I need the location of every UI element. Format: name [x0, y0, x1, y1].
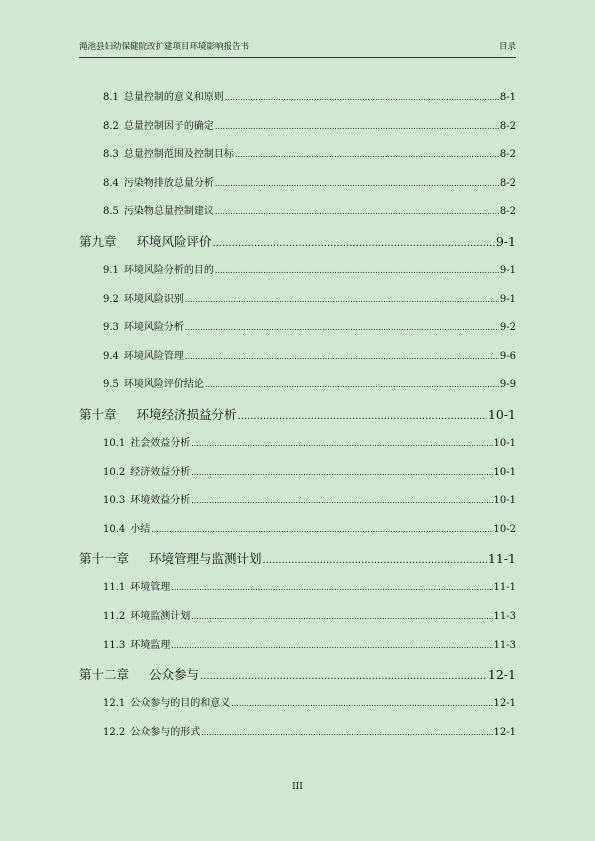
toc-entry-number: 10.3	[103, 495, 126, 507]
toc-dot-leader	[191, 603, 492, 632]
toc-entry-page: 10-1	[493, 437, 516, 449]
toc-entry-page: 9-6	[499, 350, 516, 362]
toc-entry-number: 9.4	[103, 350, 119, 362]
toc-section-entry[interactable]	[79, 286, 516, 315]
toc-entry-page: 9-1	[499, 293, 516, 305]
toc-entry-title: 环境风险评价结论	[123, 379, 204, 391]
toc-entry-title: 社会效益分析	[130, 437, 191, 449]
toc-entry-page: 10-2	[493, 523, 516, 535]
toc-dot-leader	[225, 84, 499, 113]
toc-section-entry[interactable]	[79, 141, 516, 170]
toc-entry-title: 环境风险分析	[123, 322, 184, 334]
toc-chapter-entry[interactable]	[79, 227, 516, 257]
toc-entry-number: 12.1	[103, 698, 126, 710]
toc-entry-number: 9.1	[103, 264, 119, 276]
toc-entry-page: 12-1	[493, 726, 516, 738]
toc-entry-title: 环境风险识别	[123, 293, 184, 305]
toc-section-entry[interactable]	[79, 516, 516, 545]
toc-dot-leader	[171, 632, 492, 661]
toc-dot-leader	[171, 574, 492, 603]
toc-entry-title: 公众参与的目的和意义	[130, 698, 231, 710]
toc-entry-number: 9.3	[103, 322, 119, 334]
toc-dot-leader	[191, 459, 492, 488]
toc-entry-number: 10.1	[103, 437, 126, 449]
toc-entry-title: 环境风险管理	[123, 350, 184, 362]
table-of-contents	[79, 84, 516, 747]
toc-entry-number: 10.2	[103, 466, 126, 478]
toc-dot-leader	[185, 343, 499, 372]
toc-entry-number: 11.1	[103, 582, 126, 594]
toc-entry-title: 环境监测计划	[130, 610, 191, 622]
toc-section-entry[interactable]	[79, 113, 516, 142]
toc-entry-page: 8-2	[499, 120, 516, 132]
toc-dot-leader	[213, 227, 495, 259]
toc-entry-page: 8-2	[499, 177, 516, 189]
toc-dot-leader	[238, 400, 487, 432]
toc-entry-page: 11-1	[487, 551, 516, 567]
toc-entry-number: 10.4	[103, 523, 126, 535]
toc-entry-number: 8.1	[103, 92, 119, 103]
toc-entry-number: 12.2	[103, 726, 126, 738]
toc-dot-leader	[200, 660, 487, 692]
toc-entry-title: 小结	[130, 523, 151, 535]
toc-entry-title: 环境风险评价	[136, 233, 212, 249]
toc-chapter-entry[interactable]	[79, 400, 516, 430]
toc-entry-page: 12-1	[493, 698, 516, 710]
toc-dot-leader	[215, 198, 499, 227]
toc-section-entry[interactable]	[79, 574, 516, 603]
toc-section-entry[interactable]	[79, 371, 516, 400]
toc-chapter-entry[interactable]	[79, 660, 516, 690]
toc-dot-leader	[151, 516, 492, 545]
toc-entry-page: 11-1	[493, 582, 516, 594]
page-header	[79, 40, 516, 58]
toc-entry-number: 11.3	[103, 639, 126, 651]
toc-dot-leader	[231, 690, 492, 719]
toc-dot-leader	[185, 314, 499, 343]
toc-dot-leader	[191, 487, 492, 516]
document-title: 渑池县妇幼保健院改扩建项目环境影响报告书	[79, 42, 250, 52]
page-number: III	[292, 782, 303, 792]
toc-entry-page: 11-3	[493, 639, 516, 651]
toc-entry-number: 9.2	[103, 293, 119, 305]
toc-dot-leader	[215, 257, 499, 286]
toc-dot-leader	[205, 371, 499, 400]
toc-entry-page: 12-1	[487, 667, 516, 683]
toc-entry-title: 环境管理与监测计划	[149, 551, 262, 567]
toc-section-entry[interactable]	[79, 314, 516, 343]
toc-entry-title: 污染物排放总量分析	[123, 177, 214, 189]
toc-section-entry[interactable]	[79, 430, 516, 459]
toc-entry-title: 环境监理	[130, 639, 171, 651]
toc-entry-page: 9-1	[499, 264, 516, 276]
toc-entry-title: 污染物总量控制建议	[123, 206, 214, 218]
toc-section-entry[interactable]	[79, 198, 516, 227]
toc-entry-title: 环境经济损益分析	[136, 406, 237, 422]
toc-section-entry[interactable]	[79, 343, 516, 372]
toc-entry-page: 9-1	[495, 233, 516, 249]
toc-entry-number: 8.2	[103, 120, 119, 132]
toc-entry-number: 第十二章	[79, 667, 130, 683]
toc-entry-page: 8-2	[499, 206, 516, 218]
toc-dot-leader	[191, 430, 492, 459]
section-label: 目录	[498, 42, 516, 52]
toc-dot-leader	[263, 544, 487, 576]
toc-entry-title: 总量控制因子的确定	[123, 120, 214, 132]
toc-dot-leader	[215, 113, 499, 142]
toc-section-entry[interactable]	[79, 487, 516, 516]
toc-dot-leader	[235, 141, 499, 170]
toc-entry-number: 8.3	[103, 149, 119, 161]
toc-entry-page: 8-2	[499, 149, 516, 161]
toc-entry-number: 第十章	[79, 406, 117, 422]
toc-entry-number: 第九章	[79, 233, 117, 249]
toc-section-entry[interactable]	[79, 84, 516, 113]
toc-section-entry[interactable]	[79, 719, 516, 748]
toc-entry-title: 环境风险分析的目的	[123, 264, 214, 276]
toc-entry-title: 公众参与的形式	[130, 726, 201, 738]
toc-dot-leader	[185, 286, 499, 315]
toc-entry-number: 8.4	[103, 177, 119, 189]
toc-entry-page: 11-3	[493, 610, 516, 622]
toc-entry-title: 总量控制范围及控制目标	[123, 149, 234, 161]
toc-chapter-entry[interactable]	[79, 544, 516, 574]
toc-section-entry[interactable]	[79, 459, 516, 488]
toc-section-entry[interactable]	[79, 170, 516, 199]
toc-entry-page: 8-1	[499, 92, 516, 103]
toc-entry-title: 公众参与	[149, 667, 200, 683]
toc-entry-number: 11.2	[103, 610, 126, 622]
toc-entry-title: 环境管理	[130, 582, 171, 594]
toc-section-entry[interactable]	[79, 690, 516, 719]
toc-entry-page: 9-9	[499, 379, 516, 391]
toc-entry-title: 环境效益分析	[130, 495, 191, 507]
toc-section-entry[interactable]	[79, 632, 516, 661]
toc-entry-number: 8.5	[103, 206, 119, 218]
toc-dot-leader	[201, 719, 492, 748]
toc-entry-page: 10-1	[487, 406, 516, 422]
toc-entry-title: 总量控制的意义和原则	[123, 92, 224, 103]
toc-section-entry[interactable]	[79, 603, 516, 632]
toc-dot-leader	[215, 170, 499, 199]
toc-entry-number: 第十一章	[79, 551, 130, 567]
toc-entry-page: 10-1	[493, 495, 516, 507]
toc-entry-page: 10-1	[493, 466, 516, 478]
toc-entry-title: 经济效益分析	[130, 466, 191, 478]
toc-section-entry[interactable]	[79, 257, 516, 286]
toc-entry-page: 9-2	[499, 322, 516, 334]
toc-entry-number: 9.5	[103, 379, 119, 391]
